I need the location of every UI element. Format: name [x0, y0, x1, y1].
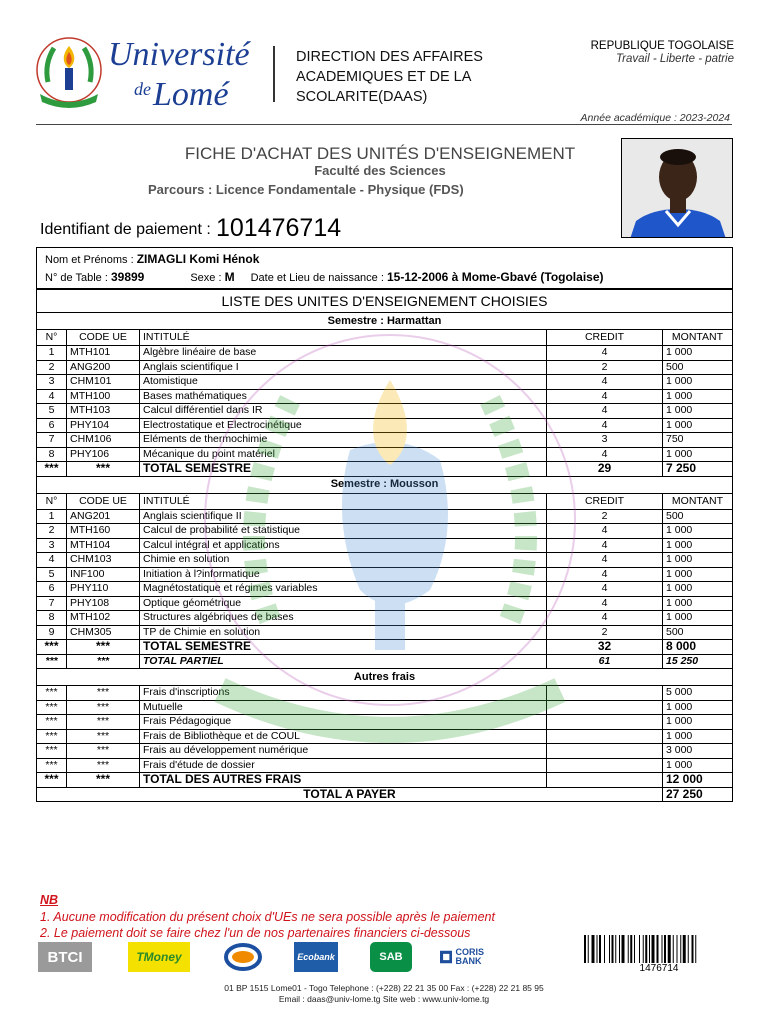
- ue-code: PHY108: [67, 596, 140, 611]
- row-marker: ***: [37, 715, 67, 730]
- republic-motto: Travail - Liberte - patrie: [615, 53, 734, 65]
- row-number: 5: [37, 567, 67, 582]
- row-number: 3: [37, 538, 67, 553]
- other-fees-title-row: [37, 669, 733, 686]
- column-header-row: [37, 330, 733, 346]
- table-row: [37, 524, 733, 539]
- row-marker: ***: [67, 729, 140, 744]
- row-marker: ***: [67, 700, 140, 715]
- row-number: 1: [37, 509, 67, 524]
- student-info-box: [36, 247, 733, 289]
- ue-title: TP de Chimie en solution: [140, 625, 547, 640]
- row-number: 1: [37, 346, 67, 361]
- nb-line-2: 2. Le paiement doit se faire chez l'un de nos partenaires financiers ci-dessous: [40, 926, 471, 940]
- ue-code: PHY110: [67, 582, 140, 597]
- ue-code: CHM101: [67, 375, 140, 390]
- student-details-row: [45, 270, 604, 284]
- ue-credit: 3: [547, 433, 663, 448]
- fee-row: [37, 700, 733, 715]
- fee-label: Frais au développement numérique: [140, 744, 547, 759]
- semester-total-credit: 32: [547, 640, 663, 655]
- ue-title: Mécanique du point matériel: [140, 447, 547, 462]
- ue-credit: 4: [547, 538, 663, 553]
- semester-total-amount: 7 250: [663, 462, 733, 477]
- fee-label: Mutuelle: [140, 700, 547, 715]
- ue-title: Electrostatique et Electrocinétique: [140, 418, 547, 433]
- row-number: 6: [37, 582, 67, 597]
- nb-title: NB: [40, 893, 59, 907]
- total-marker: ***: [37, 773, 67, 788]
- fee-label: Frais d'étude de dossier: [140, 758, 547, 773]
- row-number: 8: [37, 611, 67, 626]
- row-marker: ***: [37, 729, 67, 744]
- footer-line-2: Email : daas@univ-lome.tg Site web : www.univ-lome.tg: [278, 994, 490, 1004]
- document-title: FICHE D'ACHAT DES UNITÉS D'ENSEIGNEMENT: [184, 144, 576, 163]
- fee-credit-empty: [547, 686, 663, 701]
- col-header-credit: CREDIT: [547, 330, 663, 346]
- tmoney-logo: [128, 942, 190, 972]
- ue-amount: 1 000: [663, 389, 733, 404]
- ue-amount: 1 000: [663, 404, 733, 419]
- ue-credit: 4: [547, 404, 663, 419]
- total-marker: ***: [37, 654, 67, 669]
- row-number: 9: [37, 625, 67, 640]
- table-row: [37, 447, 733, 462]
- column-header-row: [37, 493, 733, 509]
- program-name: Parcours : Licence Fondamentale - Physique (FDS): [148, 182, 464, 197]
- row-number: 7: [37, 433, 67, 448]
- birth-label: Date et Lieu de naissance :: [250, 272, 387, 284]
- row-number: 4: [37, 389, 67, 404]
- table-row: [37, 346, 733, 361]
- fee-label: Frais de Bibliothèque et de COUL: [140, 729, 547, 744]
- ue-code: INF100: [67, 567, 140, 582]
- total-marker: ***: [67, 640, 140, 655]
- ue-credit: 4: [547, 389, 663, 404]
- ue-amount: 1 000: [663, 553, 733, 568]
- fee-credit-empty: [547, 715, 663, 730]
- partial-total-label: TOTAL PARTIEL: [140, 654, 547, 669]
- barcode-number: 1476714: [639, 963, 679, 974]
- header-rule: [36, 124, 732, 125]
- row-number: 2: [37, 360, 67, 375]
- coris-bank-icon: [440, 949, 452, 965]
- btci-logo: [38, 942, 92, 972]
- academic-year: Année académique : 2023-2024: [580, 112, 730, 124]
- table-row: [37, 360, 733, 375]
- table-row: [37, 625, 733, 640]
- fee-label: Frais Pédagogique: [140, 715, 547, 730]
- ue-code: MTH102: [67, 611, 140, 626]
- fee-row: [37, 729, 733, 744]
- partial-total-amount: 15 250: [663, 654, 733, 669]
- ue-title: Calcul différentiel dans IR: [140, 404, 547, 419]
- partner-logos: [38, 942, 508, 974]
- student-name-row: [45, 252, 259, 266]
- table-row: [37, 375, 733, 390]
- fee-amount: 1 000: [663, 715, 733, 730]
- university-name-de: de: [134, 79, 151, 99]
- payment-id-label: Identifiant de paiement :: [40, 221, 211, 238]
- ue-title: Bases mathématiques: [140, 389, 547, 404]
- ue-amount: 1 000: [663, 346, 733, 361]
- ue-code: MTH160: [67, 524, 140, 539]
- ue-code: ANG201: [67, 509, 140, 524]
- row-number: 6: [37, 418, 67, 433]
- ue-title: Optique géométrique: [140, 596, 547, 611]
- sex-label: Sexe :: [190, 272, 225, 284]
- ue-code: MTH101: [67, 346, 140, 361]
- ue-code: PHY104: [67, 418, 140, 433]
- semester-total-row: [37, 640, 733, 655]
- university-name-logo: [108, 38, 250, 112]
- table-row: [37, 567, 733, 582]
- semester-title-row: [37, 476, 733, 493]
- table-row: [37, 509, 733, 524]
- ue-credit: 4: [547, 582, 663, 597]
- university-name-line1: Université: [108, 36, 250, 73]
- col-header-intitule: INTITULÉ: [140, 493, 547, 509]
- student-name: ZIMAGLI Komi Hénok: [136, 252, 260, 266]
- table-row: [37, 418, 733, 433]
- university-name-lome: Lomé: [153, 76, 229, 113]
- ue-amount: 750: [663, 433, 733, 448]
- fee-label: Frais d'inscriptions: [140, 686, 547, 701]
- header-divider: [273, 46, 275, 102]
- semester-title: Semestre : Harmattan: [37, 313, 733, 330]
- table-row: [37, 596, 733, 611]
- table-row: [37, 538, 733, 553]
- ue-title: Magnétostatique et régimes variables: [140, 582, 547, 597]
- fee-credit-empty: [547, 700, 663, 715]
- total-marker: ***: [37, 640, 67, 655]
- table-row: [37, 404, 733, 419]
- republic-name: REPUBLIQUE TOGOLAISE: [590, 40, 734, 52]
- semester-total-label: TOTAL SEMESTRE: [140, 462, 547, 477]
- col-header-montant: MONTANT: [663, 493, 733, 509]
- list-title: LISTE DES UNITES D'ENSEIGNEMENT CHOISIES: [37, 290, 733, 313]
- row-number: 8: [37, 447, 67, 462]
- semester-total-amount: 8 000: [663, 640, 733, 655]
- ue-title: Anglais scientifique I: [140, 360, 547, 375]
- grand-total-label: TOTAL A PAYER: [37, 787, 663, 802]
- nb-notice: [40, 892, 495, 942]
- birth-value: 15-12-2006 à Mome-Gbavé (Togolaise): [386, 270, 604, 284]
- table-number: 39899: [110, 270, 145, 284]
- row-marker: ***: [67, 715, 140, 730]
- table-row: [37, 611, 733, 626]
- partial-total-row: [37, 654, 733, 669]
- col-header-num: N°: [37, 330, 67, 346]
- col-header-num: N°: [37, 493, 67, 509]
- ecobank-logo-text: Ecobank: [297, 952, 335, 962]
- tmoney-logo-text: TMoney: [136, 950, 182, 964]
- row-marker: ***: [37, 744, 67, 759]
- other-fees-total-amount: 12 000: [663, 773, 733, 788]
- row-marker: ***: [67, 758, 140, 773]
- ue-code: CHM106: [67, 433, 140, 448]
- moov-logo: [222, 942, 264, 972]
- footer-address: [0, 983, 768, 1005]
- university-name-line2: [108, 72, 250, 112]
- barcode: [584, 935, 734, 963]
- ue-amount: 1 000: [663, 596, 733, 611]
- total-marker: ***: [37, 462, 67, 477]
- grand-total-row: [37, 787, 733, 802]
- ue-title: Calcul intégral et applications: [140, 538, 547, 553]
- fee-row: [37, 715, 733, 730]
- ue-title: Atomistique: [140, 375, 547, 390]
- ue-title: Structures algébriques de bases: [140, 611, 547, 626]
- ue-amount: 1 000: [663, 524, 733, 539]
- sab-logo-text: SAB: [379, 951, 403, 963]
- ue-credit: 4: [547, 611, 663, 626]
- ue-title: Anglais scientifique II: [140, 509, 547, 524]
- ue-code: CHM305: [67, 625, 140, 640]
- table-row: [37, 553, 733, 568]
- fee-amount: 1 000: [663, 729, 733, 744]
- ue-code: ANG200: [67, 360, 140, 375]
- ue-code: CHM103: [67, 553, 140, 568]
- col-header-code: CODE UE: [67, 493, 140, 509]
- ue-credit: 4: [547, 524, 663, 539]
- other-fees-total-label: TOTAL DES AUTRES FRAIS: [140, 773, 547, 788]
- republic-heading: [591, 40, 734, 66]
- ue-amount: 500: [663, 360, 733, 375]
- table-number-label: N° de Table :: [45, 272, 111, 284]
- ue-amount: 1 000: [663, 375, 733, 390]
- ue-title: Algèbre linéaire de base: [140, 346, 547, 361]
- ue-title: Chimie en solution: [140, 553, 547, 568]
- student-name-label: Nom et Prénoms :: [45, 254, 137, 266]
- ue-code: MTH100: [67, 389, 140, 404]
- row-marker: ***: [67, 744, 140, 759]
- ue-credit: 4: [547, 418, 663, 433]
- payment-id-value: 101476714: [216, 214, 342, 242]
- row-marker: ***: [37, 686, 67, 701]
- footer-line-1: 01 BP 1515 Lome01 - Togo Telephone : (+228) 22 21 35 00 Fax : (+228) 22 21 85 95: [224, 983, 544, 993]
- fee-row: [37, 744, 733, 759]
- fee-row: [37, 758, 733, 773]
- fee-credit-empty: [547, 729, 663, 744]
- ue-amount: 1 000: [663, 447, 733, 462]
- list-title-row: [37, 290, 733, 313]
- ue-code: MTH103: [67, 404, 140, 419]
- ue-credit: 2: [547, 625, 663, 640]
- row-number: 2: [37, 524, 67, 539]
- faculty-name: Faculté des Sciences: [314, 163, 446, 178]
- fee-amount: 1 000: [663, 758, 733, 773]
- row-number: 5: [37, 404, 67, 419]
- fee-amount: 1 000: [663, 700, 733, 715]
- nb-line-1: 1. Aucune modification du présent choix d'UEs ne sera possible après le paiement: [40, 909, 495, 924]
- grand-total-amount: 27 250: [663, 787, 733, 802]
- partial-total-credit: 61: [547, 654, 663, 669]
- coris-bank-logo-text: CORIS BANK: [455, 947, 484, 966]
- fee-row: [37, 686, 733, 701]
- coris-bank-logo: [440, 942, 500, 972]
- fee-credit-empty: [547, 758, 663, 773]
- ue-credit: 2: [547, 360, 663, 375]
- ue-amount: 1 000: [663, 418, 733, 433]
- ue-credit: 4: [547, 553, 663, 568]
- other-fees-title: Autres frais: [37, 669, 733, 686]
- ue-amount: 1 000: [663, 582, 733, 597]
- student-photo: [621, 138, 733, 238]
- ue-amount: 1 000: [663, 611, 733, 626]
- ue-amount: 1 000: [663, 567, 733, 582]
- ue-title: Initiation à l?informatique: [140, 567, 547, 582]
- ue-amount: 500: [663, 625, 733, 640]
- col-header-credit: CREDIT: [547, 493, 663, 509]
- fee-amount: 3 000: [663, 744, 733, 759]
- daas-heading: DIRECTION DES AFFAIRES ACADEMIQUES ET DE LA SCOLARITE(DAAS): [296, 49, 483, 105]
- sab-logo: [370, 942, 412, 972]
- fee-credit-empty: [547, 744, 663, 759]
- semester-title-row: [37, 313, 733, 330]
- ue-credit: 4: [547, 596, 663, 611]
- ue-amount: 500: [663, 509, 733, 524]
- table-row: [37, 582, 733, 597]
- total-marker: ***: [67, 654, 140, 669]
- semester-total-credit: 29: [547, 462, 663, 477]
- ue-amount: 1 000: [663, 538, 733, 553]
- ue-title: Calcul de probabilité et statistique: [140, 524, 547, 539]
- semester-total-label: TOTAL SEMESTRE: [140, 640, 547, 655]
- ue-list: [36, 289, 733, 802]
- ue-credit: 4: [547, 346, 663, 361]
- university-seal-logo: [34, 34, 104, 110]
- semester-total-row: [37, 462, 733, 477]
- col-header-intitule: INTITULÉ: [140, 330, 547, 346]
- table-row: [37, 389, 733, 404]
- ue-credit: 4: [547, 567, 663, 582]
- ue-code: PHY106: [67, 447, 140, 462]
- semester-title: Semestre : Mousson: [37, 476, 733, 493]
- btci-logo-text: BTCI: [47, 948, 83, 966]
- row-number: 7: [37, 596, 67, 611]
- ue-credit: 2: [547, 509, 663, 524]
- row-marker: ***: [67, 686, 140, 701]
- col-header-code: CODE UE: [67, 330, 140, 346]
- ue-credit: 4: [547, 375, 663, 390]
- ue-title: Eléments de thermochimie: [140, 433, 547, 448]
- fee-amount: 5 000: [663, 686, 733, 701]
- ue-credit: 4: [547, 447, 663, 462]
- col-header-montant: MONTANT: [663, 330, 733, 346]
- ecobank-logo: [294, 942, 338, 972]
- ue-code: MTH104: [67, 538, 140, 553]
- row-number: 4: [37, 553, 67, 568]
- total-marker: ***: [67, 773, 140, 788]
- other-fees-total-row: [37, 773, 733, 788]
- row-marker: ***: [37, 758, 67, 773]
- row-number: 3: [37, 375, 67, 390]
- table-row: [37, 433, 733, 448]
- row-marker: ***: [37, 700, 67, 715]
- other-fees-credit-empty: [547, 773, 663, 788]
- total-marker: ***: [67, 462, 140, 477]
- sex-value: M: [224, 270, 235, 284]
